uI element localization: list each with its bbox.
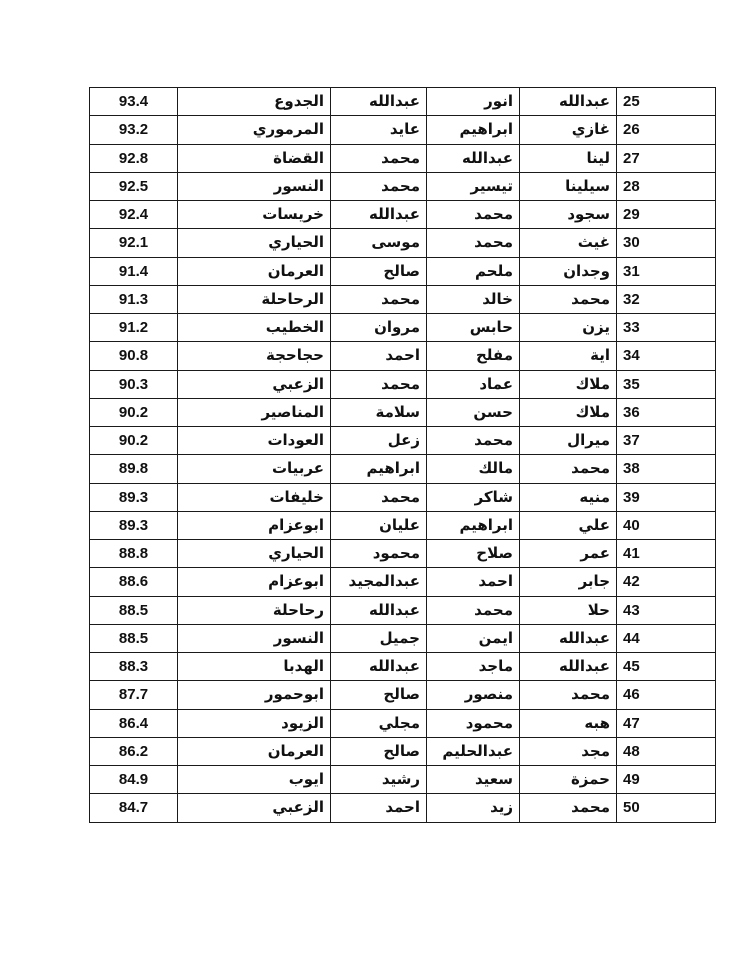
family-name-cell: المرموري — [178, 116, 331, 144]
family-name-cell: الرحاحلة — [178, 285, 331, 313]
family-name-cell: النسور — [178, 172, 331, 200]
first-name-cell: غازي — [520, 116, 617, 144]
score-cell: 92.1 — [90, 229, 178, 257]
table-row — [90, 88, 716, 116]
score-cell: 88.8 — [90, 540, 178, 568]
grandfather-name-cell: صالح — [331, 681, 427, 709]
score-cell: 84.7 — [90, 794, 178, 822]
grandfather-name-cell: محمد — [331, 172, 427, 200]
first-name-cell: علي — [520, 511, 617, 539]
father-name-cell: تيسير — [427, 172, 520, 200]
father-name-cell: مالك — [427, 455, 520, 483]
family-name-cell: ابوعزام — [178, 568, 331, 596]
row-number-cell: 32 — [617, 285, 716, 313]
first-name-cell: سجود — [520, 201, 617, 229]
father-name-cell: محمد — [427, 229, 520, 257]
father-name-cell: منصور — [427, 681, 520, 709]
score-cell: 89.8 — [90, 455, 178, 483]
first-name-cell: حمزة — [520, 766, 617, 794]
table-row — [90, 709, 716, 737]
row-number-cell: 40 — [617, 511, 716, 539]
father-name-cell: خالد — [427, 285, 520, 313]
table-row — [90, 624, 716, 652]
first-name-cell: محمد — [520, 681, 617, 709]
row-number-cell: 45 — [617, 653, 716, 681]
row-number-cell: 46 — [617, 681, 716, 709]
family-name-cell: النسور — [178, 624, 331, 652]
father-name-cell: محمد — [427, 596, 520, 624]
first-name-cell: لينا — [520, 144, 617, 172]
row-number-cell: 38 — [617, 455, 716, 483]
grandfather-name-cell: عايد — [331, 116, 427, 144]
father-name-cell: ابراهيم — [427, 511, 520, 539]
table-row — [90, 342, 716, 370]
row-number-cell: 25 — [617, 88, 716, 116]
family-name-cell: الجدوع — [178, 88, 331, 116]
row-number-cell: 49 — [617, 766, 716, 794]
father-name-cell: سعيد — [427, 766, 520, 794]
score-cell: 90.2 — [90, 398, 178, 426]
first-name-cell: محمد — [520, 285, 617, 313]
grandfather-name-cell: محمود — [331, 540, 427, 568]
row-number-cell: 26 — [617, 116, 716, 144]
grandfather-name-cell: عبدالله — [331, 596, 427, 624]
first-name-cell: سيلينا — [520, 172, 617, 200]
row-number-cell: 34 — [617, 342, 716, 370]
score-cell: 92.8 — [90, 144, 178, 172]
grandfather-name-cell: ابراهيم — [331, 455, 427, 483]
results-table — [89, 87, 716, 823]
first-name-cell: مجد — [520, 737, 617, 765]
grandfather-name-cell: محمد — [331, 483, 427, 511]
grandfather-name-cell: مروان — [331, 314, 427, 342]
first-name-cell: ملاك — [520, 370, 617, 398]
table-row — [90, 596, 716, 624]
table-row — [90, 314, 716, 342]
grandfather-name-cell: احمد — [331, 794, 427, 822]
first-name-cell: عبدالله — [520, 653, 617, 681]
father-name-cell: عماد — [427, 370, 520, 398]
grandfather-name-cell: صالح — [331, 257, 427, 285]
row-number-cell: 36 — [617, 398, 716, 426]
score-cell: 84.9 — [90, 766, 178, 794]
grandfather-name-cell: عبدالمجيد — [331, 568, 427, 596]
table-row — [90, 455, 716, 483]
father-name-cell: صلاح — [427, 540, 520, 568]
father-name-cell: عبدالحليم — [427, 737, 520, 765]
table-row — [90, 737, 716, 765]
father-name-cell: محمد — [427, 201, 520, 229]
score-cell: 86.2 — [90, 737, 178, 765]
father-name-cell: ابراهيم — [427, 116, 520, 144]
first-name-cell: جابر — [520, 568, 617, 596]
family-name-cell: ابوحمور — [178, 681, 331, 709]
row-number-cell: 42 — [617, 568, 716, 596]
grandfather-name-cell: رشيد — [331, 766, 427, 794]
grandfather-name-cell: عليان — [331, 511, 427, 539]
table-row — [90, 766, 716, 794]
family-name-cell: الزعبي — [178, 370, 331, 398]
table-row — [90, 681, 716, 709]
row-number-cell: 47 — [617, 709, 716, 737]
grandfather-name-cell: محمد — [331, 144, 427, 172]
score-cell: 90.8 — [90, 342, 178, 370]
row-number-cell: 28 — [617, 172, 716, 200]
row-number-cell: 29 — [617, 201, 716, 229]
family-name-cell: القضاة — [178, 144, 331, 172]
father-name-cell: ايمن — [427, 624, 520, 652]
score-cell: 92.4 — [90, 201, 178, 229]
father-name-cell: محمد — [427, 427, 520, 455]
table-row — [90, 172, 716, 200]
table-row — [90, 285, 716, 313]
row-number-cell: 37 — [617, 427, 716, 455]
grandfather-name-cell: عبدالله — [331, 88, 427, 116]
family-name-cell: الهدبا — [178, 653, 331, 681]
father-name-cell: حابس — [427, 314, 520, 342]
family-name-cell: العرمان — [178, 257, 331, 285]
grandfather-name-cell: محمد — [331, 370, 427, 398]
family-name-cell: خليفات — [178, 483, 331, 511]
score-cell: 91.2 — [90, 314, 178, 342]
father-name-cell: ملحم — [427, 257, 520, 285]
family-name-cell: العرمان — [178, 737, 331, 765]
table-row — [90, 398, 716, 426]
table-row — [90, 144, 716, 172]
family-name-cell: الحياري — [178, 229, 331, 257]
table-row — [90, 483, 716, 511]
first-name-cell: اية — [520, 342, 617, 370]
first-name-cell: يزن — [520, 314, 617, 342]
score-cell: 89.3 — [90, 483, 178, 511]
father-name-cell: عبدالله — [427, 144, 520, 172]
row-number-cell: 27 — [617, 144, 716, 172]
first-name-cell: حلا — [520, 596, 617, 624]
score-cell: 91.4 — [90, 257, 178, 285]
table-row — [90, 794, 716, 822]
family-name-cell: رحاحلة — [178, 596, 331, 624]
row-number-cell: 44 — [617, 624, 716, 652]
grandfather-name-cell: موسى — [331, 229, 427, 257]
father-name-cell: حسن — [427, 398, 520, 426]
family-name-cell: المناصير — [178, 398, 331, 426]
score-cell: 88.5 — [90, 596, 178, 624]
family-name-cell: الخطيب — [178, 314, 331, 342]
father-name-cell: شاكر — [427, 483, 520, 511]
first-name-cell: عبدالله — [520, 88, 617, 116]
first-name-cell: محمد — [520, 455, 617, 483]
row-number-cell: 41 — [617, 540, 716, 568]
first-name-cell: هبه — [520, 709, 617, 737]
grandfather-name-cell: مجلي — [331, 709, 427, 737]
first-name-cell: ميرال — [520, 427, 617, 455]
table-row — [90, 229, 716, 257]
score-cell: 88.6 — [90, 568, 178, 596]
first-name-cell: عمر — [520, 540, 617, 568]
first-name-cell: محمد — [520, 794, 617, 822]
father-name-cell: احمد — [427, 568, 520, 596]
first-name-cell: غيث — [520, 229, 617, 257]
score-cell: 89.3 — [90, 511, 178, 539]
results-table-body — [90, 88, 716, 823]
score-cell: 87.7 — [90, 681, 178, 709]
first-name-cell: عبدالله — [520, 624, 617, 652]
grandfather-name-cell: سلامة — [331, 398, 427, 426]
score-cell: 91.3 — [90, 285, 178, 313]
family-name-cell: ابوعزام — [178, 511, 331, 539]
score-cell: 86.4 — [90, 709, 178, 737]
table-row — [90, 370, 716, 398]
row-number-cell: 48 — [617, 737, 716, 765]
father-name-cell: زيد — [427, 794, 520, 822]
table-row — [90, 116, 716, 144]
family-name-cell: ايوب — [178, 766, 331, 794]
grandfather-name-cell: صالح — [331, 737, 427, 765]
row-number-cell: 30 — [617, 229, 716, 257]
score-cell: 92.5 — [90, 172, 178, 200]
table-row — [90, 257, 716, 285]
father-name-cell: ماجد — [427, 653, 520, 681]
father-name-cell: انور — [427, 88, 520, 116]
row-number-cell: 35 — [617, 370, 716, 398]
grandfather-name-cell: محمد — [331, 285, 427, 313]
score-cell: 90.2 — [90, 427, 178, 455]
first-name-cell: ملاك — [520, 398, 617, 426]
family-name-cell: عربيات — [178, 455, 331, 483]
father-name-cell: مفلح — [427, 342, 520, 370]
score-cell: 88.5 — [90, 624, 178, 652]
grandfather-name-cell: احمد — [331, 342, 427, 370]
row-number-cell: 31 — [617, 257, 716, 285]
grandfather-name-cell: عبدالله — [331, 653, 427, 681]
table-row — [90, 427, 716, 455]
score-cell: 93.4 — [90, 88, 178, 116]
table-row — [90, 653, 716, 681]
father-name-cell: محمود — [427, 709, 520, 737]
first-name-cell: وجدان — [520, 257, 617, 285]
row-number-cell: 33 — [617, 314, 716, 342]
family-name-cell: خريسات — [178, 201, 331, 229]
table-row — [90, 201, 716, 229]
row-number-cell: 43 — [617, 596, 716, 624]
family-name-cell: حجاحجة — [178, 342, 331, 370]
score-cell: 88.3 — [90, 653, 178, 681]
family-name-cell: العودات — [178, 427, 331, 455]
grandfather-name-cell: جميل — [331, 624, 427, 652]
row-number-cell: 39 — [617, 483, 716, 511]
family-name-cell: الزيود — [178, 709, 331, 737]
table-row — [90, 540, 716, 568]
grandfather-name-cell: عبدالله — [331, 201, 427, 229]
score-cell: 93.2 — [90, 116, 178, 144]
family-name-cell: الزعبي — [178, 794, 331, 822]
family-name-cell: الحياري — [178, 540, 331, 568]
row-number-cell: 50 — [617, 794, 716, 822]
grandfather-name-cell: زعل — [331, 427, 427, 455]
first-name-cell: منيه — [520, 483, 617, 511]
table-row — [90, 568, 716, 596]
table-row — [90, 511, 716, 539]
score-cell: 90.3 — [90, 370, 178, 398]
